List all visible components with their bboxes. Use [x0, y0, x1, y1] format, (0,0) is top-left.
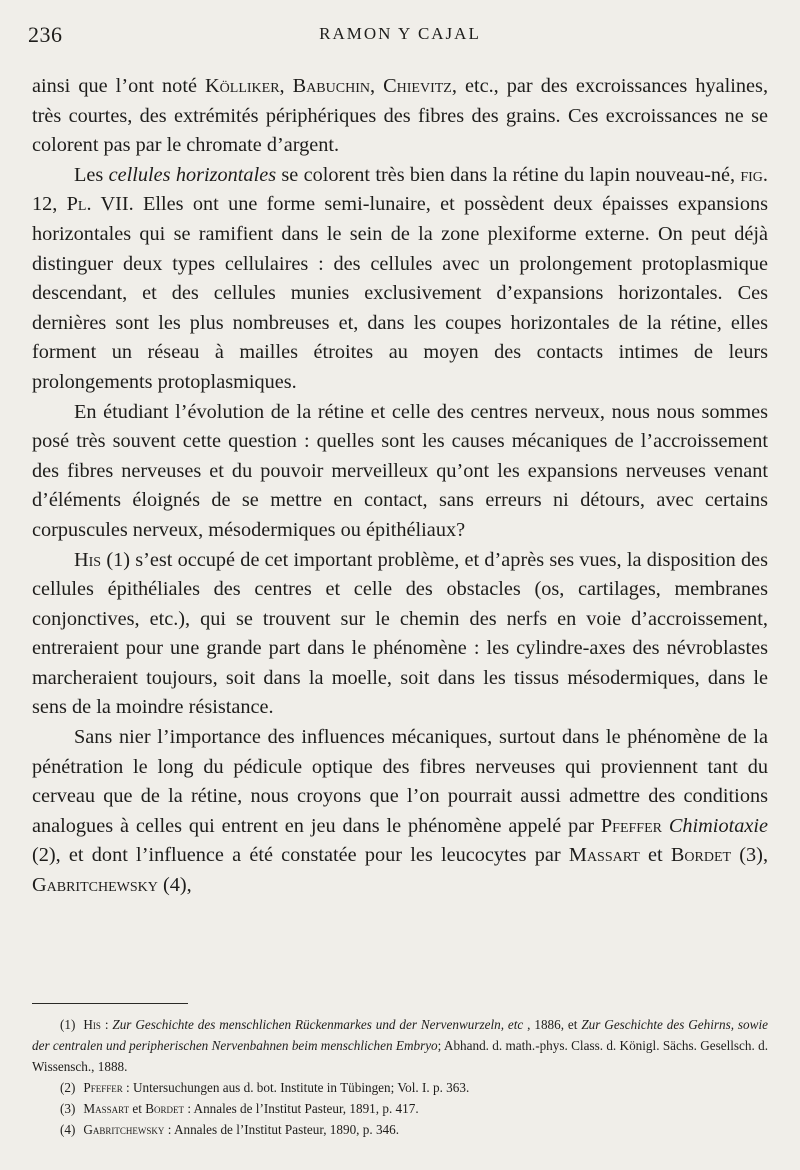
author-name: Pfeffer — [600, 814, 662, 837]
text-run: En étudiant l’évolution de la rétine et celle des centres nerveux, nous nous sommes posé très souvent cette question : quelles sont les causes mécaniques de l’accroissement des fibres nerveuses et du pouvoir merveilleux qu’ont les expansions nerveuses venant d’éléments éloignés de se mettre en contact, sans erreurs ni détours, avec certains corpuscules nerveux, mésodermiques ou épithéliaux? — [32, 400, 768, 541]
author-name: Pfeffer — [83, 1080, 123, 1095]
footnote-divider — [32, 1003, 188, 1004]
footnote-4 — [32, 1119, 768, 1140]
text-run: et — [639, 844, 671, 867]
paragraph-2 — [32, 161, 768, 398]
text-run: : Untersuchungen aus d. bot. Institute in Tübingen; Vol. I. p. 363. — [122, 1080, 470, 1095]
body-text — [32, 72, 768, 901]
text-run: (3), — [731, 844, 769, 867]
paragraph-1 — [32, 72, 768, 161]
paragraph-5 — [32, 723, 768, 901]
author-name: Bordet — [145, 1101, 185, 1116]
author-name: Massart — [83, 1101, 130, 1116]
text-run: 12, — [32, 193, 67, 216]
footnotes — [32, 1014, 768, 1140]
italic-term: Chimiotaxie — [668, 814, 768, 837]
author-name: Massart — [568, 844, 640, 867]
text-run: (2), et dont l’influence a été constatée pour les leucocytes par — [32, 844, 569, 867]
author-name: Gabritchewsky — [32, 874, 158, 897]
page-header — [28, 18, 772, 54]
author-name: Kölliker — [205, 75, 280, 97]
text-run: ainsi que l’ont noté — [32, 75, 206, 97]
paragraph-3 — [32, 398, 768, 546]
text-run: : Annales de l’Institut Pasteur, 1890, p. 346. — [164, 1122, 400, 1137]
footnote-label: (2) — [60, 1080, 76, 1095]
footnote-label: (4) — [60, 1122, 76, 1137]
running-head: RAMON Y CAJAL — [319, 24, 481, 43]
text-run: VII. Elles ont une forme semi-lunaire, et possèdent deux épaisses expansions horizontales qui se ramifient dans le sein de la zone plexiforme externe. On peut déjà distinguer deux types cellulaires : des cellules avec un prolongement protoplasmique descendant, et des cellules munies exclusivement d’expansions horizontales. Ces dernières sont les plus nombreuses et, dans les coupes horizontales de la rétine, elles forment un réseau à mailles étroites au moyen des contacts intimes de leurs prolongements protoplasmiques. — [32, 193, 768, 393]
footnote-1 — [32, 1014, 768, 1077]
footnote-label: (1) — [60, 1017, 76, 1032]
italic-term: cellules horizontales — [108, 163, 277, 186]
text-run: Sans nier l’importance des influences mécaniques, surtout dans le phénomène de la pénétration le long du pédicule optique des fibres nerveuses qui proviennent tant du cerveau que de la rétine, nous croyons que l’on pourrait aussi admettre des conditions analogues à celles qui entrent en jeu dans le phénomène appelé par — [32, 726, 768, 837]
author-name: His — [74, 548, 102, 571]
paragraph-4 — [32, 546, 768, 724]
text-run: (1) s’est occupé de cet important problème, et d’après ses vues, la disposition des cellules épithéliales des centres et celle des obstacles (os, cartilages, membranes conjonctives, etc.), qui se trouvent sur le chemin des nerfs en voie d’accroissement, entreraient pour une grande part dans le phénomène : les cylindre-axes des névroblastes marcheraient toujours, soit dans la moelle, soit dans les tissus mésodermiques, dans le sens de la moindre résistance. — [32, 548, 768, 719]
text-run: Les — [74, 163, 109, 186]
text-run: , etc., par des excroissances hyalines, très courtes, des extrémités périphériques des fibres des grains. Ces excroissances ne se colorent pas par le chromate d’argent. — [32, 75, 769, 157]
text-run: (4), — [157, 874, 192, 897]
footnote-label: (3) — [60, 1101, 76, 1116]
text-run: : — [100, 1017, 113, 1032]
text-run: se colorent très bien dans la rétine du lapin nouveau-né, — [276, 163, 741, 186]
author-name: His — [83, 1017, 101, 1032]
text-run — [662, 815, 669, 837]
text-run: : Annales de l’Institut Pasteur, 1891, p. 417. — [184, 1101, 419, 1116]
figure-reference: fig. — [740, 163, 768, 186]
text-run: , — [279, 75, 293, 97]
plate-reference: Pl. — [66, 193, 92, 216]
work-title: Zur Geschichte des Gehirns, sowie der centralen und peripherischen Nervenbahnen beim menschlichen Embryo — [32, 1017, 768, 1053]
author-name: Chievitz — [383, 75, 452, 97]
author-name: Bordet — [670, 844, 732, 867]
footnote-3 — [32, 1098, 768, 1119]
footnote-2 — [32, 1077, 768, 1098]
text-run: , 1886, et — [523, 1017, 582, 1032]
text-run: , — [369, 75, 384, 97]
text-run: ; Abhand. d. math.-phys. Class. d. Königl. Sächs. Gesellsch. d. Wissensch., 1888. — [32, 1038, 769, 1074]
page-number: 236 — [28, 22, 63, 47]
author-name: Babuchin — [292, 75, 370, 97]
text-run: et — [129, 1101, 146, 1116]
work-title: Zur Geschichte des menschlichen Rückenmarkes und der Nervenwurzeln, etc — [112, 1017, 524, 1032]
author-name: Gabritchewsky — [83, 1122, 165, 1137]
